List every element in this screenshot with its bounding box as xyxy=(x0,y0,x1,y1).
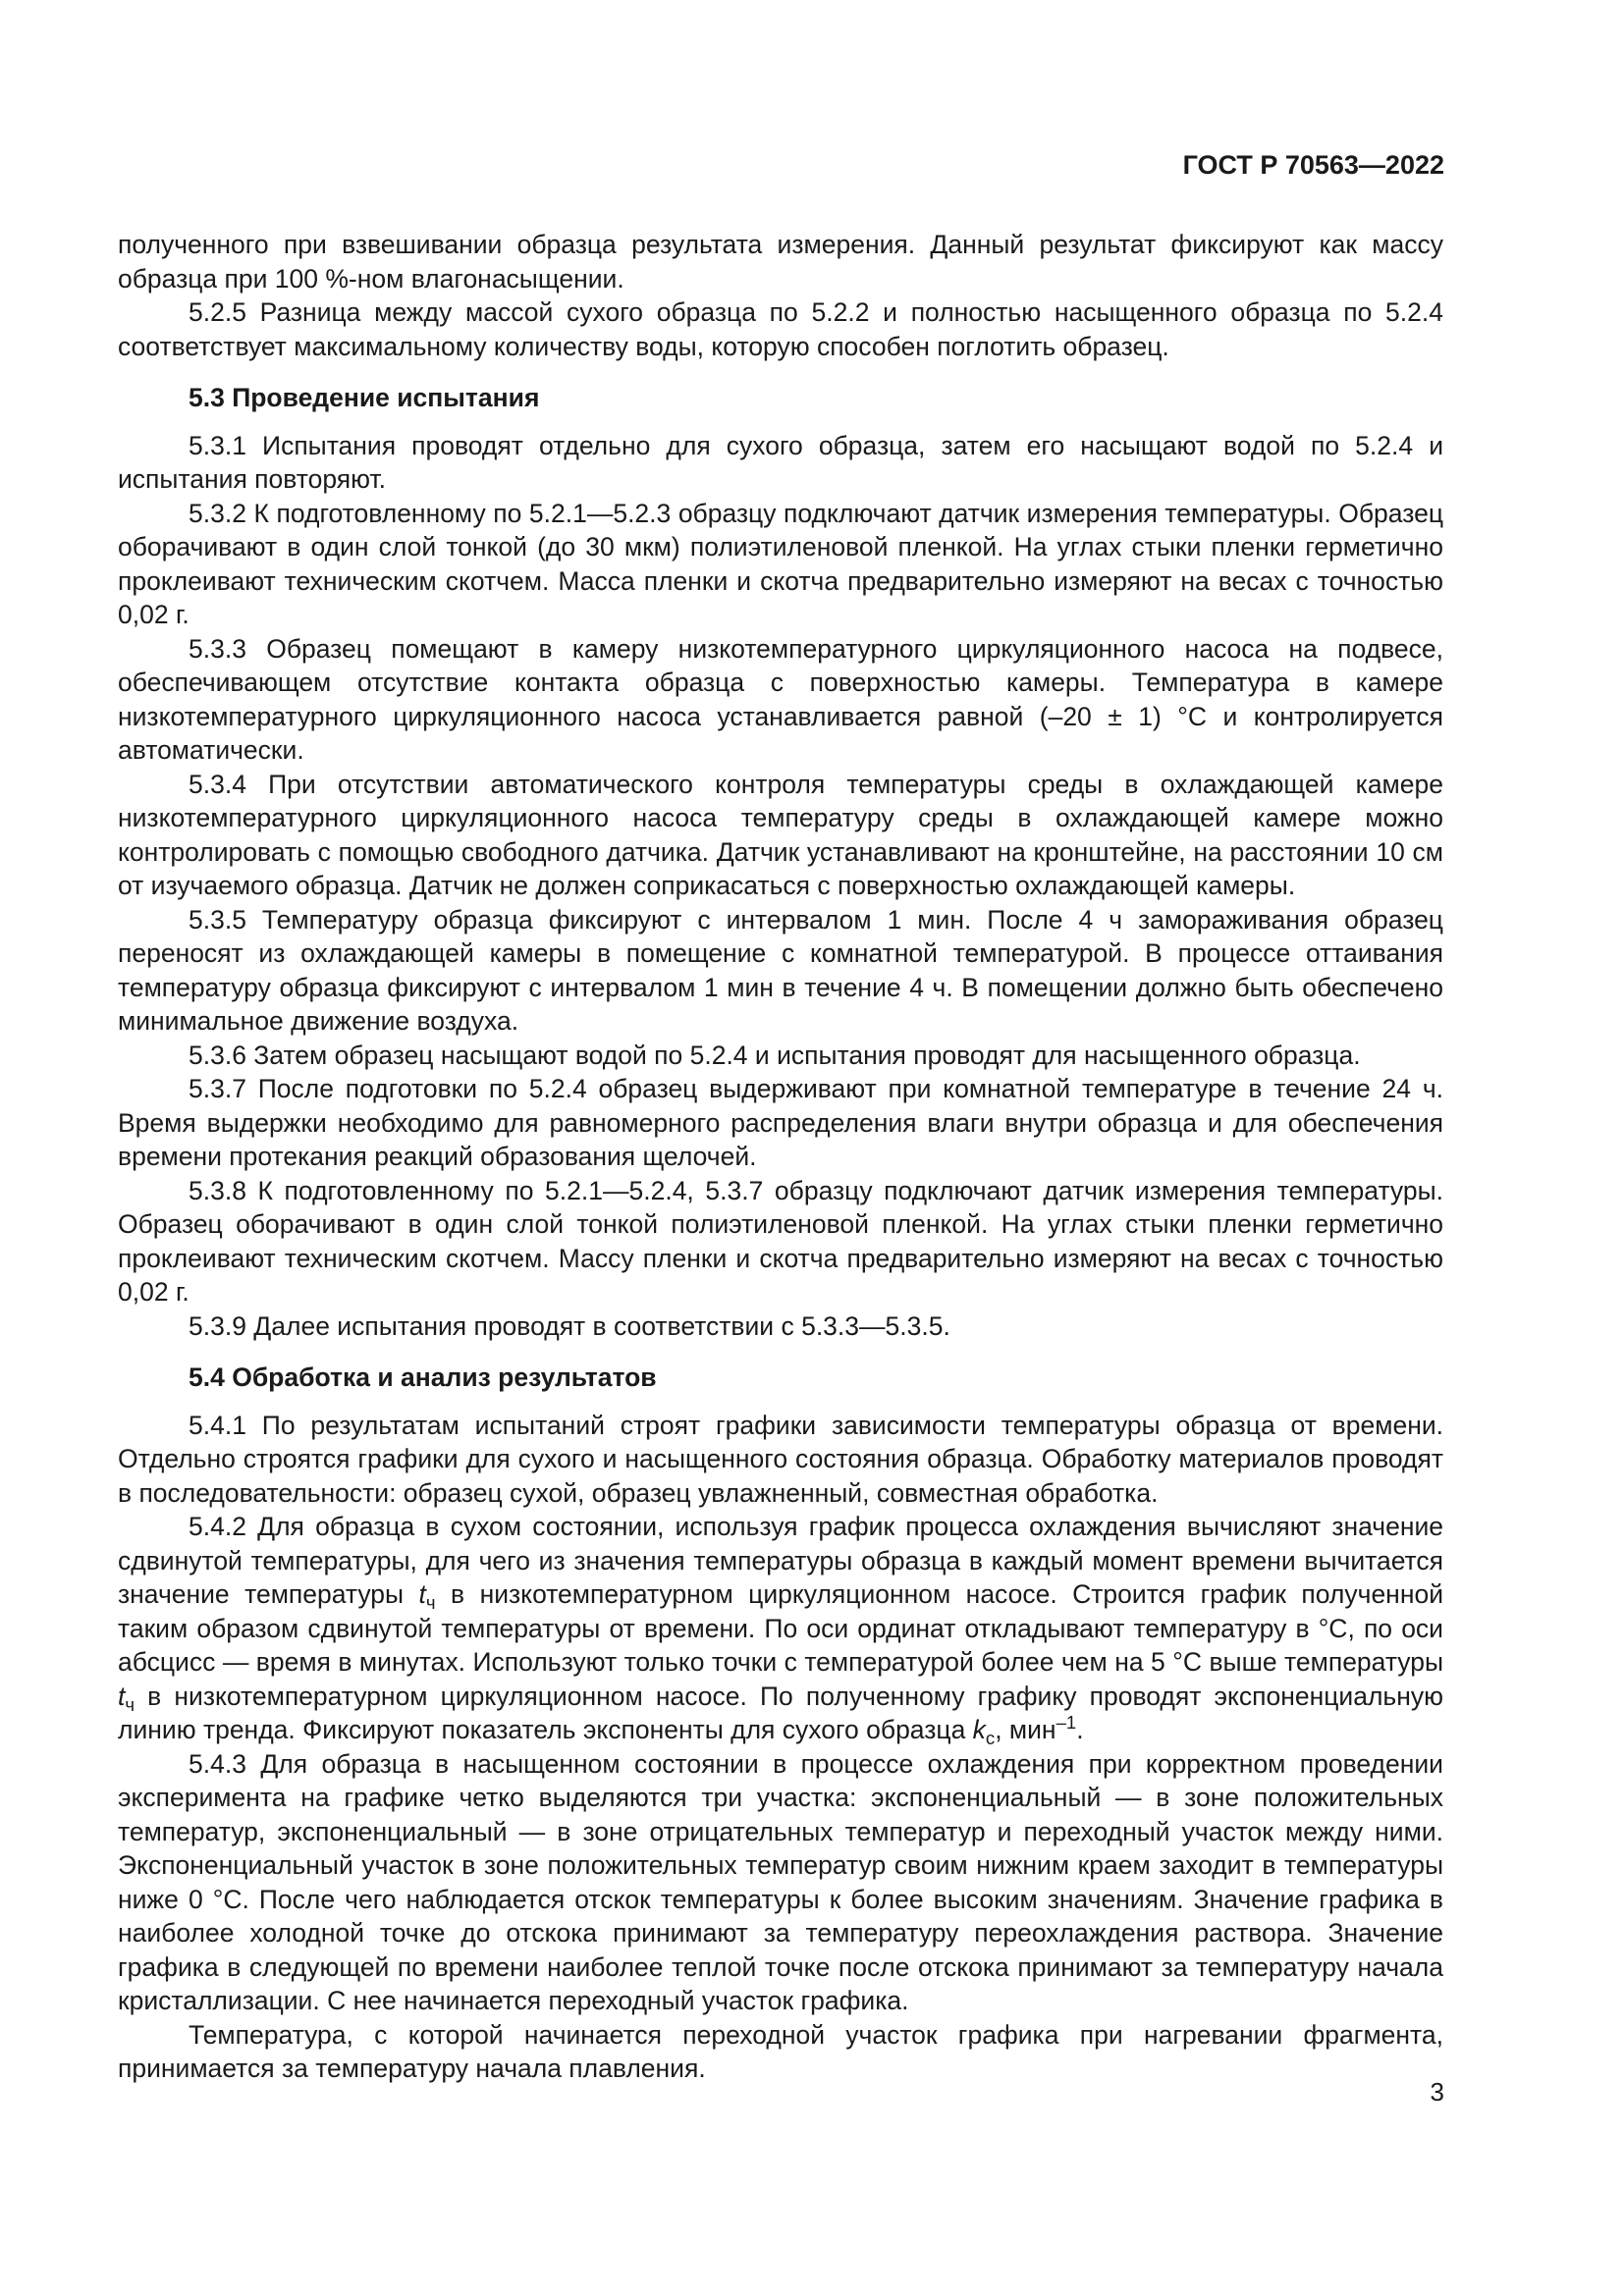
superscript-minus-one: –1 xyxy=(1056,1712,1077,1733)
text-run: , мин xyxy=(995,1715,1056,1744)
paragraph-5-3-8: 5.3.8 К подготовленному по 5.2.1—5.2.4, 5.3.7 образцу подключают датчик измерения температуры. Образец оборачивают в один слой тонкой полиэтиленовой пленкой. На углах стыки пленки герметично проклеивают техническим скотчем. Массу пленки и скотча предварительно измеряют на весах с точностью 0,02 г. xyxy=(118,1175,1443,1307)
text-run: . xyxy=(1076,1715,1084,1744)
text-run: в низкотемпературном циркуляционном насосе. По полученному графику проводят экспоненциальную линию тренда. Фиксируют показатель экспоненты для сухого образца xyxy=(118,1681,1443,1744)
subscript-ch: ч xyxy=(125,1693,135,1715)
text-run: в низкотемпературном циркуляционном насосе. Строится график полученной таким образом сдвинутой температуры от времени. По оси ординат откладывают температуру в °С, по оси абсцисс — время в минутах. Используют только точки с температурой более чем на 5 °С выше температуры xyxy=(118,1579,1443,1677)
subscript-c: с xyxy=(985,1728,996,1748)
paragraph-5-4-3: 5.4.3 Для образца в насыщенном состоянии в процессе охлаждения при корректном проведении эксперимента на графике четко выделяются три участка: экспоненциальный — в зоне положительных температур, экспоненциальный — в зоне отрицательных температур и переходный участок между ними. Экспоненциальный участок в зоне положительных температур своим нижним краем заходит в температуры ниже 0 °С. После чего наблюдается отскок температуры к более высоким значениям. Значение графика в наиболее холодной точке до отскока принимают за температуру переохлаждения раствора. Значение графика в следующей по времени наиболее теплой точке после отскока принимают за температуру начала кристаллизации. С нее начинается переходный участок графика. xyxy=(118,1748,1443,2015)
section-heading-5-4: 5.4 Обработка и анализ результатов xyxy=(189,1362,657,1392)
document-code: ГОСТ Р 70563—2022 xyxy=(1182,150,1444,180)
paragraph-5-4-2 xyxy=(118,1510,1443,1747)
variable-t: t xyxy=(118,1681,126,1711)
variable-k: k xyxy=(972,1715,986,1744)
document-body xyxy=(118,228,1443,2086)
paragraph-5-2-5: 5.2.5 Разница между массой сухого образца по 5.2.2 и полностью насыщенного образца по 5.2.4 соответствует максимальному количеству воды, которую способен поглотить образец. xyxy=(118,297,1443,361)
paragraph-5-3-2: 5.3.2 К подготовленному по 5.2.1—5.2.3 образцу подключают датчик измерения температуры. Образец оборачивают в один слой тонкой (до 30 мкм) полиэтиленовой пленкой. На углах стыки пленки герметично проклеивают техническим скотчем. Масса пленки и скотча предварительно измеряют на весах с точностью 0,02 г. xyxy=(118,498,1443,629)
subscript-ch: ч xyxy=(425,1592,436,1613)
section-heading-5-3: 5.3 Проведение испытания xyxy=(189,383,540,412)
paragraph-5-3-3: 5.3.3 Образец помещают в камеру низкотемпературного циркуляционного насоса на подвесе, обеспечивающем отсутствие контакта образца с поверхностью камеры. Температура в камере низкотемпературного циркуляционного насоса устанавливается равной (–20 ± 1) °С и контролируется автоматически. xyxy=(118,633,1443,765)
paragraph-melting: Температура, с которой начинается переходной участок графика при нагревании фрагмента, принимается за температуру начала плавления. xyxy=(118,2019,1443,2083)
paragraph-5-3-6: 5.3.6 Затем образец насыщают водой по 5.2.4 и испытания проводят для насыщенного образца. xyxy=(189,1040,1361,1070)
paragraph-5-3-1: 5.3.1 Испытания проводят отдельно для сухого образца, затем его насыщают водой по 5.2.4 и испытания повторяют. xyxy=(118,430,1443,494)
paragraph-5-3-4: 5.3.4 При отсутствии автоматического контроля температуры среды в охлаждающей камере низкотемпературного циркуляционного насоса температуру среды в охлаждающей камере можно контролировать с помощью свободного датчика. Датчик устанавливают на кронштейне, на расстоянии 10 см от изучаемого образца. Датчик не должен соприкасаться с поверхностью охлаждающей камеры. xyxy=(118,769,1443,900)
paragraph-5-3-7: 5.3.7 После подготовки по 5.2.4 образец выдерживают при комнатной температуре в течение 24 ч. Время выдержки необходимо для равномерного распределения влаги внутри образца и для обеспечения времени протекания реакций образования щелочей. xyxy=(118,1074,1443,1171)
paragraph-5-3-5: 5.3.5 Температуру образца фиксируют с интервалом 1 мин. После 4 ч замораживания образец переносят из охлаждающей камеры в помещение с комнатной температурой. В процессе оттаивания температуру образца фиксируют с интервалом 1 мин в течение 4 ч. В помещении должно быть обеспечено минимальное движение воздуха. xyxy=(118,904,1443,1036)
text-run: 5.4.2 Для образца в сухом состоянии, используя график процесса охлаждения вычисляют значение сдвинутой температуры, для чего из значения температуры образца в каждый момент времени вычитается значение температуры xyxy=(118,1512,1443,1609)
paragraph-continuation: полученного при взвешивании образца результата измерения. Данный результат фиксируют как массу образца при 100 %-ном влагонасыщении. xyxy=(118,230,1443,294)
paragraph-5-4-1: 5.4.1 По результатам испытаний строят графики зависимости температуры образца от времени. Отдельно строятся графики для сухого и насыщенного состояния образца. Обработку материалов проводят в последовательности: образец сухой, образец увлажненный, совместная обработка. xyxy=(118,1410,1443,1508)
variable-t: t xyxy=(418,1579,426,1609)
page-number: 3 xyxy=(1430,2077,1444,2107)
paragraph-5-3-9: 5.3.9 Далее испытания проводят в соответствии с 5.3.3—5.3.5. xyxy=(189,1310,950,1341)
